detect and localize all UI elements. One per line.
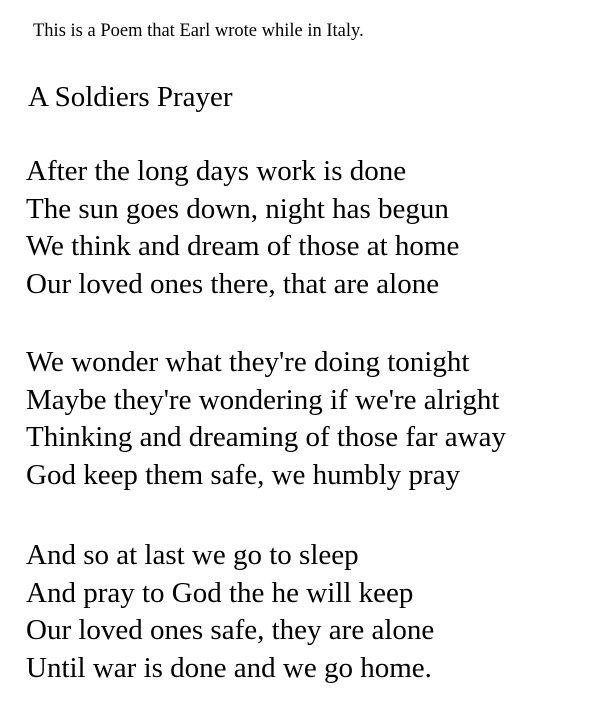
stanza-2 (26, 344, 506, 494)
intro-note: This is a Poem that Earl wrote while in Italy. (33, 21, 364, 41)
poem-line: Thinking and dreaming of those far away (26, 421, 506, 453)
poem-line: The sun goes down, night has begun (26, 192, 449, 225)
poem-line: Our loved ones safe, they are alone (26, 614, 435, 646)
stanza-1 (26, 153, 459, 303)
poem-line: Until war is done and we go home. (26, 651, 432, 684)
poem-line: And pray to God the he will keep (26, 576, 414, 609)
poem-line: God keep them safe, we humbly pray (26, 458, 461, 491)
poem-line: Maybe they're wondering if we're alright (26, 383, 500, 416)
poem-line: We think and dream of those at home (26, 230, 460, 262)
poem-line: And so at last we go to sleep (26, 539, 359, 571)
poem-title: A Soldiers Prayer (28, 81, 233, 113)
poem-line: Our loved ones there, that are alone (26, 267, 440, 300)
poem-line: After the long days work is done (26, 155, 407, 187)
poem-line: We wonder what they're doing tonight (26, 346, 470, 378)
stanza-3 (26, 537, 434, 687)
